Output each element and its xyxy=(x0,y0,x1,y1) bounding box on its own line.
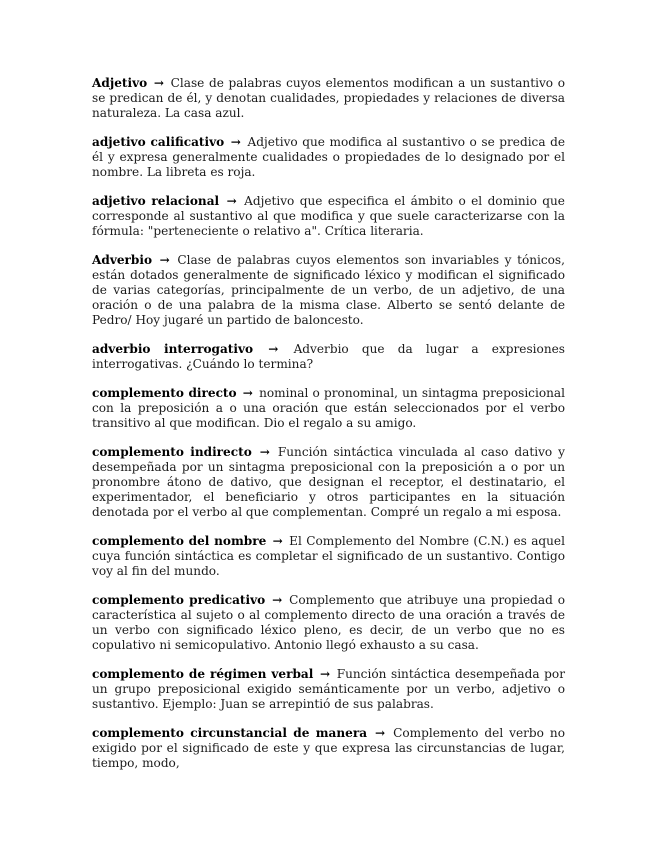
arrow-right-icon: → xyxy=(272,593,283,607)
glossary-entry-complemento-indirecto xyxy=(92,445,565,520)
entry-definition: Adjetivo que modifica al sustantivo o se predica de él y expresa generalmente cualidades o propiedades de lo designado por el nombre. La libreta es roja. xyxy=(92,135,565,179)
entry-term: Adverbio xyxy=(92,253,153,267)
arrow-right-icon: → xyxy=(226,194,237,208)
arrow-right-icon: → xyxy=(153,76,164,90)
entry-definition: nominal o pronominal, un sintagma preposicional con la preposición a o una oración que están seleccionados por el verbo transitivo al que modifican. Dio el regalo a su amigo. xyxy=(92,386,565,430)
entry-term: adjetivo calificativo xyxy=(92,135,225,149)
glossary-entry-complemento-circunstancial-de-manera xyxy=(92,726,565,771)
arrow-right-icon: → xyxy=(272,534,283,548)
glossary-entry-complemento-predicativo xyxy=(92,593,565,653)
entry-term: complemento predicativo xyxy=(92,593,266,607)
arrow-right-icon: → xyxy=(242,386,253,400)
arrow-right-icon: → xyxy=(268,342,279,356)
entry-definition: Función sintáctica vinculada al caso dativo y desempeñada por un sintagma preposicional con la preposición a o por un pronombre átono de dativo, que designan el receptor, el destinatario, el experimentador, el beneficiario y otros participantes en la situación denotada por el verbo al que complementan. Compré un regalo a mi esposa. xyxy=(92,445,565,519)
entry-term: Adjetivo xyxy=(92,76,148,90)
arrow-right-icon: → xyxy=(159,253,170,267)
glossary-entry-adjetivo-calificativo xyxy=(92,135,565,180)
glossary-entry-complemento-de-regimen-verbal xyxy=(92,667,565,712)
glossary-entry-complemento-del-nombre xyxy=(92,534,565,579)
entry-definition: Complemento del verbo no exigido por el significado de este y que expresa las circunstancias de lugar, tiempo, modo, xyxy=(92,726,565,770)
entry-term: complemento indirecto xyxy=(92,445,252,459)
glossary-page xyxy=(92,76,565,785)
arrow-right-icon: → xyxy=(230,135,241,149)
entry-term: complemento circunstancial de manera xyxy=(92,726,368,740)
entry-definition: Complemento que atribuye una propiedad o característica al sujeto o al complemento directo de una oración a través de un verbo con significado léxico pleno, es decir, de un verbo que no es copulativo ni semicopulativo. Antonio llegó exhausto a su casa. xyxy=(92,593,565,652)
arrow-right-icon: → xyxy=(375,726,386,740)
glossary-entry-adverbio xyxy=(92,253,565,328)
entry-definition: Adverbio que da lugar a expresiones interrogativas. ¿Cuándo lo termina? xyxy=(92,342,565,371)
entry-definition: Adjetivo que especifica el ámbito o el dominio que corresponde al sustantivo al que modifica y que suele caracterizarse con la fórmula: "perteneciente o relativo a". Crítica literaria. xyxy=(92,194,565,238)
entry-definition: Clase de palabras cuyos elementos modifican a un sustantivo o se predican de él, y denotan cualidades, propiedades y relaciones de diversa naturaleza. La casa azul. xyxy=(92,76,565,120)
entry-term: adjetivo relacional xyxy=(92,194,220,208)
entry-definition: El Complemento del Nombre (C.N.) es aquel cuya función sintáctica es completar el significado de un sustantivo. Contigo voy al fin del mundo. xyxy=(92,534,565,578)
glossary-entry-adjetivo xyxy=(92,76,565,121)
glossary-entry-adjetivo-relacional xyxy=(92,194,565,239)
arrow-right-icon: → xyxy=(319,667,331,681)
arrow-right-icon: → xyxy=(259,445,270,459)
glossary-entry-adverbio-interrogativo xyxy=(92,342,565,372)
entry-term: complemento del nombre xyxy=(92,534,267,548)
entry-term: adverbio interrogativo xyxy=(92,342,254,356)
entry-definition: Función sintáctica desempeñada por un grupo preposicional exigido semánticamente por un verbo, adjetivo o sustantivo. Ejemplo: Juan se arrepintió de sus palabras. xyxy=(92,667,565,711)
entry-definition: Clase de palabras cuyos elementos son invariables y tónicos, están dotados generalmente de significado léxico y modifican el significado de varias categorías, principalmente de un verbo, de un adjetivo, de una oración o de una palabra de la misma clase. Alberto se sentó delante de Pedro/ Hoy jugaré un partido de baloncesto. xyxy=(92,253,565,327)
glossary-entry-complemento-directo xyxy=(92,386,565,431)
entry-term: complemento de régimen verbal xyxy=(92,667,314,681)
entry-term: complemento directo xyxy=(92,386,237,400)
